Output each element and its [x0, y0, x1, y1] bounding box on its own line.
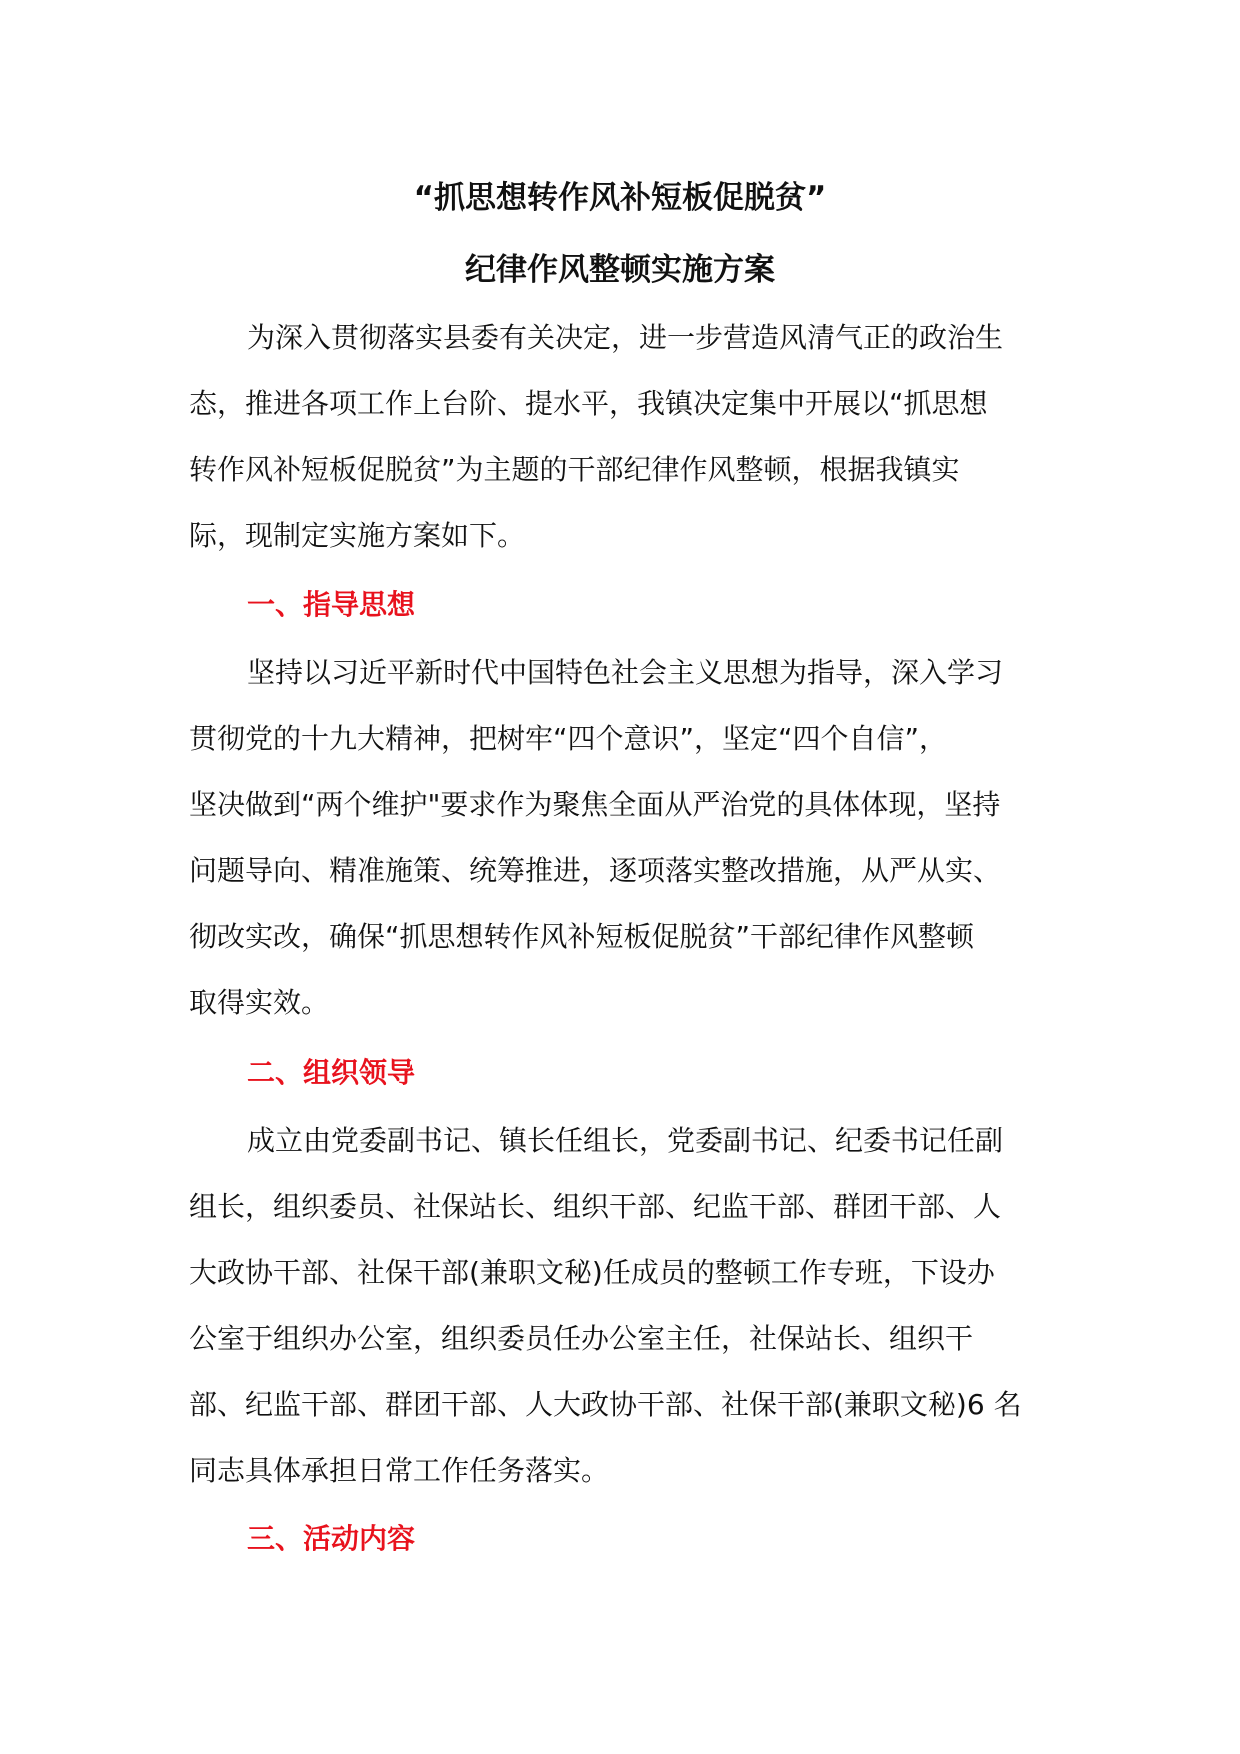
section-2-line-6: 同志具体承担日常工作任务落实。 [189, 1454, 610, 1487]
section-1-line-3: 坚决做到“两个维护"要求作为聚焦全面从严治党的具体体现，坚持 [189, 788, 1001, 821]
section-2-line-5: 部、纪监干部、群团干部、人大政协干部、社保干部(兼职文秘)6 名 [189, 1388, 1022, 1421]
section-1-line-4: 问题导向、精准施策、统筹推进，逐项落实整改措施，从严从实、 [189, 854, 1002, 887]
section-2-paragraph [189, 1108, 1059, 1504]
section-2-line-4: 公室于组织办公室，组织委员任办公室主任，社保站长、组织干 [189, 1322, 974, 1355]
section-2-line-3: 大政协干部、社保干部(兼职文秘)任成员的整顿工作专班，下设办 [189, 1256, 995, 1289]
section-1-line-2: 贯彻党的十九大精神，把树牢“四个意识”，坚定“四个自信”， [189, 722, 948, 755]
section-1-paragraph [189, 640, 1059, 1036]
section-heading-1: 一、指导思想 [247, 588, 416, 621]
intro-line-1: 为深入贯彻落实县委有关决定，进一步营造风清气正的政治生 [247, 321, 1004, 354]
section-heading-2: 二、组织领导 [247, 1056, 416, 1089]
section-2-line-1: 成立由党委副书记、镇长任组长，党委副书记、纪委书记任副 [247, 1124, 1004, 1157]
section-1-line-6: 取得实效。 [189, 986, 330, 1019]
intro-line-2: 态，推进各项工作上台阶、提水平，我镇决定集中开展以“抓思想 [189, 387, 988, 420]
section-heading-3: 三、活动内容 [247, 1522, 416, 1555]
document-title-line-2: 纪律作风整顿实施方案 [465, 252, 775, 288]
intro-line-4: 际，现制定实施方案如下。 [189, 519, 526, 552]
document-title-line-1: “抓思想转作风补短板促脱贫” [413, 180, 827, 216]
section-1-line-1: 坚持以习近平新时代中国特色社会主义思想为指导，深入学习 [247, 656, 1004, 689]
intro-line-3: 转作风补短板促脱贫”为主题的干部纪律作风整顿，根据我镇实 [189, 453, 960, 486]
intro-paragraph [189, 305, 1059, 569]
section-2-line-2: 组长，组织委员、社保站长、组织干部、纪监干部、群团干部、人 [189, 1190, 1002, 1223]
section-1-line-5: 彻改实改，确保“抓思想转作风补短板促脱贫”干部纪律作风整顿 [189, 920, 975, 953]
